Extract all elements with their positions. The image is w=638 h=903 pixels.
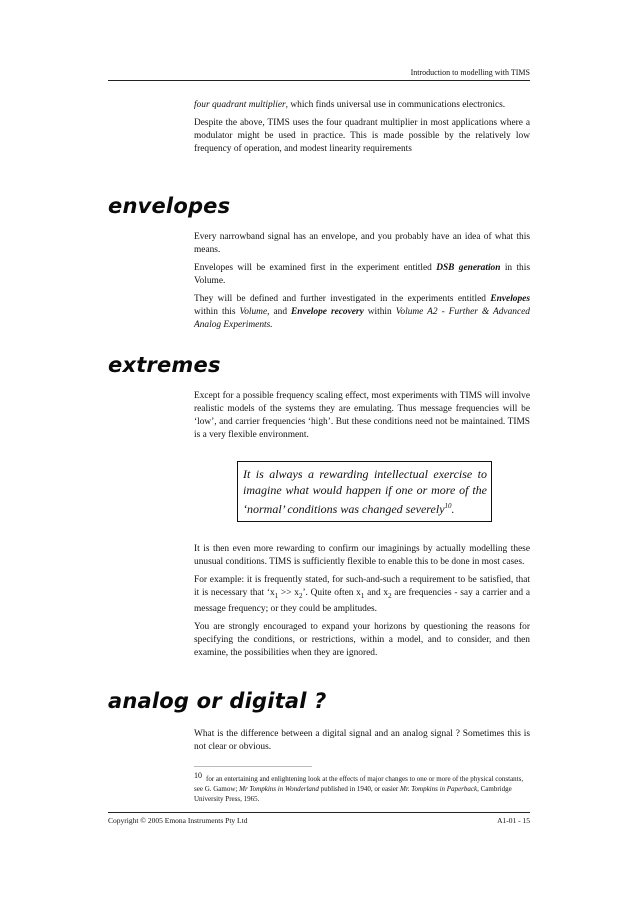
envelopes-paragraph-1: Every narrowband signal has an envelope, and you probably have an idea of what this means. [194,232,530,255]
experiment-title: DSB generation [436,263,501,273]
quote-box [237,461,492,522]
intro-paragraph-2: Despite the above, TIMS uses the four quadrant multiplier in most applications where a modulator might be used in practice. This is made possible by the relatively low frequency of operation, and modest linearity requirements [194,118,530,154]
heading-extremes: extremes [108,353,221,377]
text: , Cambridge University Press, 1965. [194,785,512,803]
text: within [363,307,396,317]
term-italic: four quadrant multiplier [194,100,286,110]
text: and x [364,588,389,598]
extremes-paragraph-4: You are strongly encouraged to expand your horizons by questioning the reasons for specifying the conditions, or restrictions, within a model, and to consider, and then examine, the possibilities when they are ignored. [194,621,530,658]
extremes-paragraph-1: Except for a possible frequency scaling effect, most experiments with TIMS will involve realistic models of the systems they are emulating. Thus message frequencies will be ‘low’, and carrier frequencies ‘high’. But these conditions need not be maintained. TIMS is a very flexible environment. [194,391,530,440]
extremes-section-bottom [194,543,530,665]
text: ’. Quite often x [302,588,361,598]
footnote [194,771,530,804]
experiment-title: Envelope recovery [291,307,364,317]
envelopes-paragraph-3 [194,293,530,332]
text: They will be defined and further investigated in the experiments entitled [194,294,491,304]
text: >> x [278,588,299,598]
volume-ref: Volume A2 - Further & Advanced Analog Experiments. [194,307,530,330]
extremes-paragraph-2: It is then even more rewarding to confirm our imaginings by actually modelling these unusual conditions. TIMS is sufficiently flexible to enable this to be done in most cases. [194,544,530,567]
text: For example: it is frequently stated, for such-and-such a requirement to be satisfied, that it is necessary that ‘x [194,575,530,598]
text: are frequencies - say a carrier and a message frequency; or they could be amplitudes. [194,588,530,614]
intro-paragraph-1 [194,99,530,112]
text: for an entertaining and enlightening look at the effects of major changes to one or more of the physical constants, see G. Gamow; [194,775,524,793]
subscript: 2 [298,591,303,600]
heading-envelopes: envelopes [108,194,231,218]
footnote-ref: 10 [444,502,452,510]
text: in this Volume. [194,263,531,286]
experiment-title: Envelopes [490,294,530,304]
subscript: 2 [388,591,392,600]
envelopes-section [194,231,530,337]
text: within this [194,307,240,317]
running-header: Introduction to modelling with TIMS [410,68,530,77]
text: published in 1940, or easier [318,785,400,793]
footnote-number: 10 [194,771,202,780]
text: and [269,307,292,317]
page-number: A1-01 - 15 [497,816,530,825]
envelopes-paragraph-2 [194,262,530,288]
volume-ref: Volume, [239,307,270,317]
footer-rule [108,812,530,813]
quote-text: It is always a rewarding intellectual exercise to imagine what would happen if one or more of the ‘normal’ conditions was changed severely [243,467,487,516]
intro-section [194,99,530,161]
footnote-rule [194,766,312,767]
book-title: Mr. Tompkins in Paperback [399,785,478,793]
text: . [451,502,455,516]
text: , which finds universal use in communications electronics. [285,100,506,110]
text: Envelopes will be examined first in the experiment entitled [194,263,437,273]
footer-copyright: Copyright © 2005 Emona Instruments Pty Ltd [108,816,248,825]
book-title: Mr Tompkins in Wonderland [239,785,319,793]
extremes-section-top [194,390,530,447]
subscript: 1 [360,591,365,600]
header-rule [108,80,530,81]
extremes-paragraph-3 [194,574,530,616]
analog-section [194,728,530,759]
heading-analog-or-digital: analog or digital ? [108,689,327,713]
analog-paragraph-1: What is the difference between a digital signal and an analog signal ? Sometimes this is not clear or obvious. [194,729,530,752]
subscript: 1 [274,591,279,600]
